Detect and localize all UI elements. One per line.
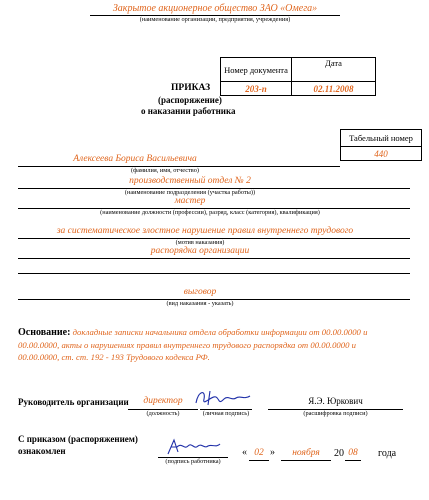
reason-line2-rule [18, 258, 410, 259]
organization-caption: (наименование организации, предприятия, учреждения) [139, 16, 291, 23]
employee-signature [164, 436, 224, 458]
doc-date-header: Дата [292, 58, 376, 82]
tab-number-table [340, 129, 422, 161]
ack-year-line [345, 460, 361, 461]
ack-day: 02 [254, 448, 264, 458]
position-caption: (наименование должности (профессии), разряд, класс (категория), квалификация) [100, 209, 320, 216]
basis-label: Основание: [18, 327, 71, 338]
basis-block [18, 326, 413, 363]
tab-number-header: Табельный номер [341, 130, 422, 147]
employee-name: Алексеева Бориса Васильевича [73, 154, 197, 164]
reason-line3-rule [18, 273, 410, 274]
position-value: мастер [174, 196, 206, 206]
head-decoding: Я.Э. Юркович [308, 396, 363, 406]
reason-caption: (мотив наказания) [175, 239, 225, 246]
penalty-caption: (вид наказания - указать) [166, 300, 234, 307]
order-subtitle: (распоряжение) [158, 95, 222, 105]
reason-line1: за систематическое злостное нарушение правил внутреннего трудового [56, 226, 354, 236]
head-position: директор [143, 396, 183, 406]
ack-label2: ознакомлен [18, 446, 66, 456]
employee-signature-caption: (подпись работника) [165, 458, 221, 465]
organization-name: Закрытое акционерное общество ЗАО «Омега» [112, 3, 318, 14]
doc-number-value: 203-п [221, 82, 292, 96]
reason-line2: распорядка организации [150, 246, 250, 256]
document-number-table [220, 57, 376, 96]
department-caption: (наименование подразделения (участка работы)) [124, 189, 256, 196]
head-decoding-caption: (расшифровка подписи) [303, 410, 368, 417]
head-label: Руководитель организации [18, 397, 129, 407]
head-signature-caption: (личная подпись) [202, 410, 250, 417]
date-close-quote: » [270, 447, 275, 458]
order-topic: о наказании работника [141, 106, 236, 116]
penalty-value: выговор [183, 287, 217, 297]
doc-number-header: Номер документа [221, 58, 292, 82]
head-signature [192, 387, 256, 409]
ack-day-line [249, 460, 269, 461]
date-open-quote: « [242, 447, 247, 458]
head-position-caption: (должность) [146, 410, 180, 417]
basis-line2: 00.00.0000, акты о нарушениях правил внутреннего трудового распорядка от 00.00.0000 и [18, 340, 356, 350]
ack-month-line [281, 460, 331, 461]
ack-year: 08 [348, 448, 358, 458]
ack-month: ноября [292, 448, 320, 458]
doc-date-value: 02.11.2008 [292, 82, 376, 96]
tab-number-value: 440 [341, 147, 422, 161]
employee-name-caption: (фамилия, имя, отчество) [131, 167, 199, 174]
basis-line1: докладные записки начальника отдела обработки информации от 00.00.0000 и [72, 327, 368, 337]
ack-label1: С приказом (распоряжением) [18, 434, 138, 444]
order-title: ПРИКАЗ [171, 83, 211, 93]
ack-century: 20 [334, 448, 344, 459]
basis-line3: 00.00.0000, ст. ст. 192 - 193 Трудового кодекса РФ. [18, 352, 210, 362]
department-value: производственный отдел № 2 [129, 176, 251, 186]
ack-year-word: года [378, 448, 397, 459]
